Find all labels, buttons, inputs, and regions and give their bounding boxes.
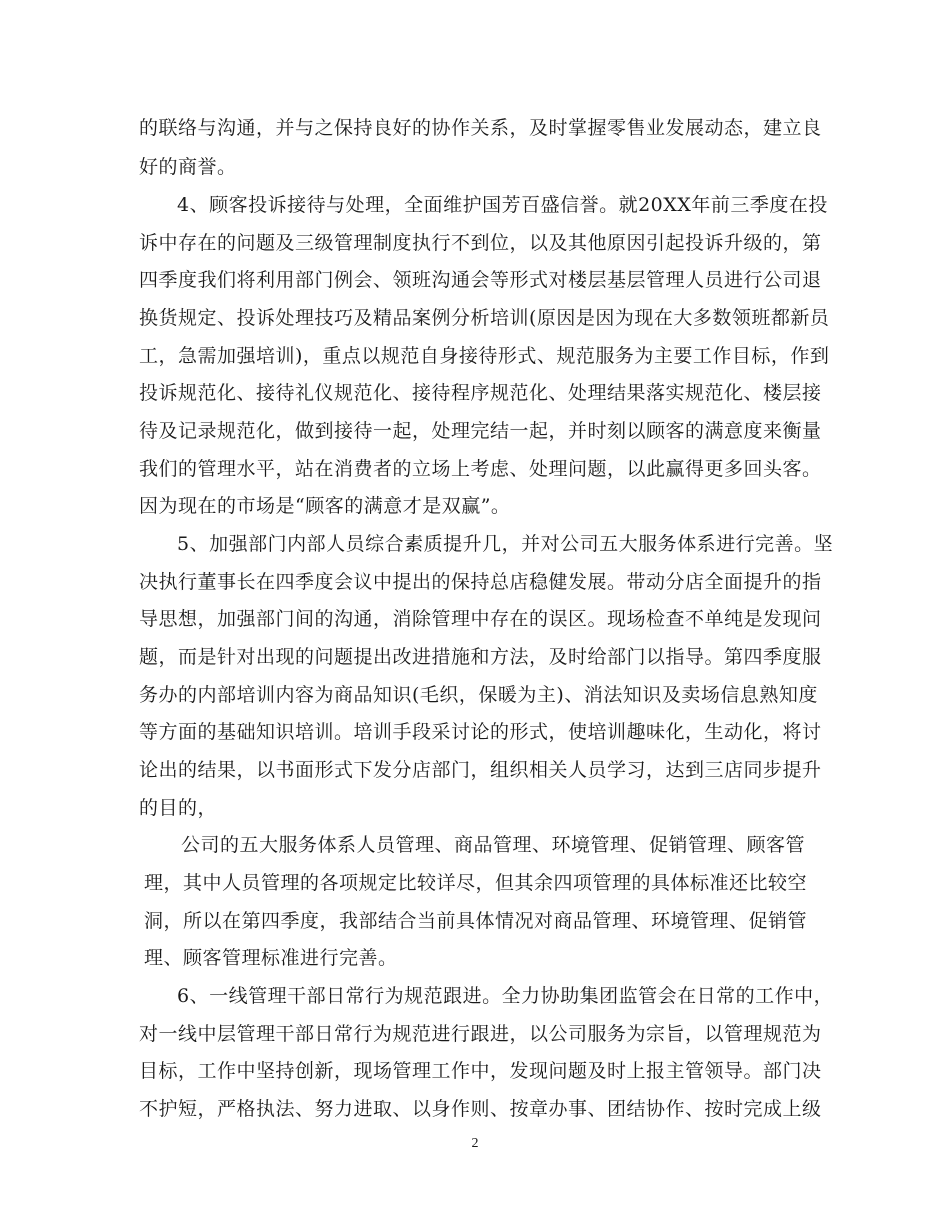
text-line: 我们的管理水平，站在消费者的立场上考虑、处理问题，以此赢得更多回头客。 [139, 458, 822, 480]
text-line: 论出的结果，以书面形式下发分店部门，组织相关人员学习，达到三店同步提升 [139, 759, 822, 781]
text-line: 因为现在的市场是“顾客的满意才是双赢”。 [139, 495, 511, 517]
text-line: 诉中存在的问题及三级管理制度执行不到位，以及其他原因引起投诉升级的，第 [139, 232, 822, 254]
text-line: 理，其中人员管理的各项规定比较详尽，但其余四项管理的具体标准还比较空 [144, 872, 808, 894]
text-line: 的目的， [139, 797, 218, 819]
text-line: 务办的内部培训内容为商品知识(毛织，保暖为主)、消法知识及卖场信息熟知度 [139, 684, 818, 706]
text-line: 四季度我们将利用部门例会、领班沟通会等形式对楼层基层管理人员进行公司退 [139, 269, 822, 291]
text-line: 洞，所以在第四季度，我部结合当前具体情况对商品管理、环境管理、促销管 [144, 910, 808, 932]
text-line: 导思想，加强部门间的沟通，消除管理中存在的误区。现场检查不单纯是发现问 [139, 608, 822, 630]
text-line: 理、顾客管理标准进行完善。 [144, 947, 398, 969]
text-line: 6、一线管理干部日常行为规范跟进。全力协助集团监管会在日常的工作中， [177, 985, 834, 1007]
text-line: 公司的五大服务体系人员管理、商品管理、环境管理、促销管理、顾客管 [181, 834, 806, 856]
text-line: 4、顾客投诉接待与处理，全面维护国芳百盛信誉。就20XX年前三季度在投 [177, 194, 828, 216]
text-line: 目标，工作中坚持创新，现场管理工作中，发现问题及时上报主管领导。部门决 [139, 1060, 822, 1082]
text-line: 不护短，严格执法、努力进取、以身作则、按章办事、团结协作、按时完成上级 [139, 1098, 822, 1120]
text-line: 工，急需加强培训)，重点以规范自身接待形式、规范服务为主要工作目标，作到 [139, 345, 830, 367]
text-line: 换货规定、投诉处理技巧及精品案例分析培训(原因是因为现在大多数领班都新员 [139, 307, 830, 329]
text-line: 对一线中层管理干部日常行为规范进行跟进，以公司服务为宗旨，以管理规范为 [139, 1023, 822, 1045]
text-line: 投诉规范化、接待礼仪规范化、接待程序规范化、处理结果落实规范化、楼层接 [139, 382, 822, 404]
text-line: 决执行董事长在四季度会议中提出的保持总店稳健发展。带动分店全面提升的指 [139, 571, 822, 593]
text-line: 题，而是针对出现的问题提出改进措施和方法，及时给部门以指导。第四季度服 [139, 646, 822, 668]
text-line: 的联络与沟通，并与之保持良好的协作关系，及时掌握零售业发展动态，建立良 [139, 117, 822, 139]
text-line: 等方面的基础知识培训。培训手段采讨论的形式，使培训趣味化，生动化，将讨 [139, 721, 822, 743]
text-line: 5、加强部门内部人员综合素质提升几，并对公司五大服务体系进行完善。坚 [177, 533, 834, 555]
text-line: 好的商誉。 [139, 156, 237, 178]
text-line: 待及记录规范化，做到接待一起，处理完结一起，并时刻以顾客的满意度来衡量 [139, 420, 822, 442]
page-number: 2 [471, 1136, 479, 1151]
